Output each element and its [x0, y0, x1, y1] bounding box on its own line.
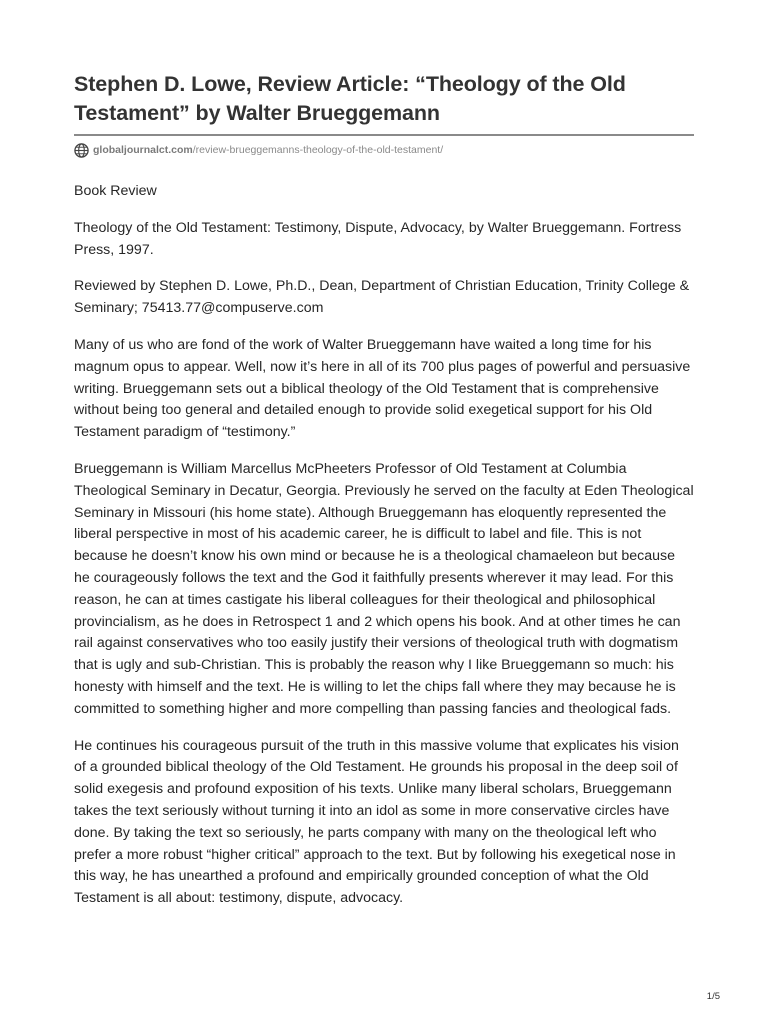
globe-icon	[74, 143, 89, 158]
body-paragraph: He continues his courageous pursuit of the truth in this massive volume that explicates his vision of a grounded biblical theology of the Old Testament. He grounds his proposal in the deep soil of solid exegesis and profound exposition of his texts. Unlike many liberal scholars, Brueggemann takes the text seriously without turning it into an idol as some in more conservative circles have done. By taking the text so seriously, he parts company with many on the theological left who prefer a more robust “higher critical” approach to the text. But by following his exegetical nose in this way, he has unearthed a profound and empirically grounded conception of what the Old Testament is all about: testimony, dispute, advocacy.	[74, 737, 679, 907]
article-body	[74, 181, 694, 910]
section-label: Book Review	[74, 183, 157, 199]
title-divider	[74, 134, 694, 136]
source-path[interactable]: /review-brueggemanns-theology-of-the-old-testament/	[192, 144, 444, 156]
book-citation: Theology of the Old Testament: Testimony, Dispute, Advocacy, by Walter Brueggemann. Fortress Press, 1997.	[74, 219, 682, 258]
source-url[interactable]	[74, 142, 694, 158]
article-title: Stephen D. Lowe, Review Article: “Theology of the Old Testament” by Walter Brueggemann	[74, 72, 626, 125]
body-paragraph: Brueggemann is William Marcellus McPheeters Professor of Old Testament at Columbia Theological Seminary in Decatur, Georgia. Previously he served on the faculty at Eden Theological Seminary in Missouri (his home state). Although Brueggemann has eloquently represented the liberal perspective in most of his academic career, he is difficult to label and file. This is not because he doesn’t know his own mind or because he is a theological chamaeleon but because he courageously follows the text and the God it faithfully presents wherever it may lead. For this reason, he can at times castigate his liberal colleagues for their theological and philosophical provincialism, as he does in Retrospect 1 and 2 which opens his book. And at other times he can rail against conservatives who too easily justify their versions of theological truth with dogmatism that is ugly and sub-Christian. This is probably the reason why I like Brueggemann so much: his honesty with himself and the text. He is willing to let the chips fall where they may because he is committed to something higher and more compelling than passing fancies and theological fads.	[74, 460, 694, 717]
page-number: 1/5	[706, 991, 720, 1002]
body-paragraph: Many of us who are fond of the work of Walter Brueggemann have waited a long time for his magnum opus to appear. Well, now it’s here in all of its 700 plus pages of powerful and persuasive writing. Brueggemann sets out a biblical theology of the Old Testament that is comprehensive without being too general and detailed enough to provide solid exegetical support for his Old Testament paradigm of “testimony.”	[74, 336, 691, 441]
source-domain[interactable]: globaljournalct.com	[93, 144, 193, 156]
article-page	[74, 70, 694, 925]
reviewer-byline: Reviewed by Stephen D. Lowe, Ph.D., Dean, Department of Christian Education, Trinity College & Seminary; 75413.77@compuserve.com	[74, 278, 690, 317]
